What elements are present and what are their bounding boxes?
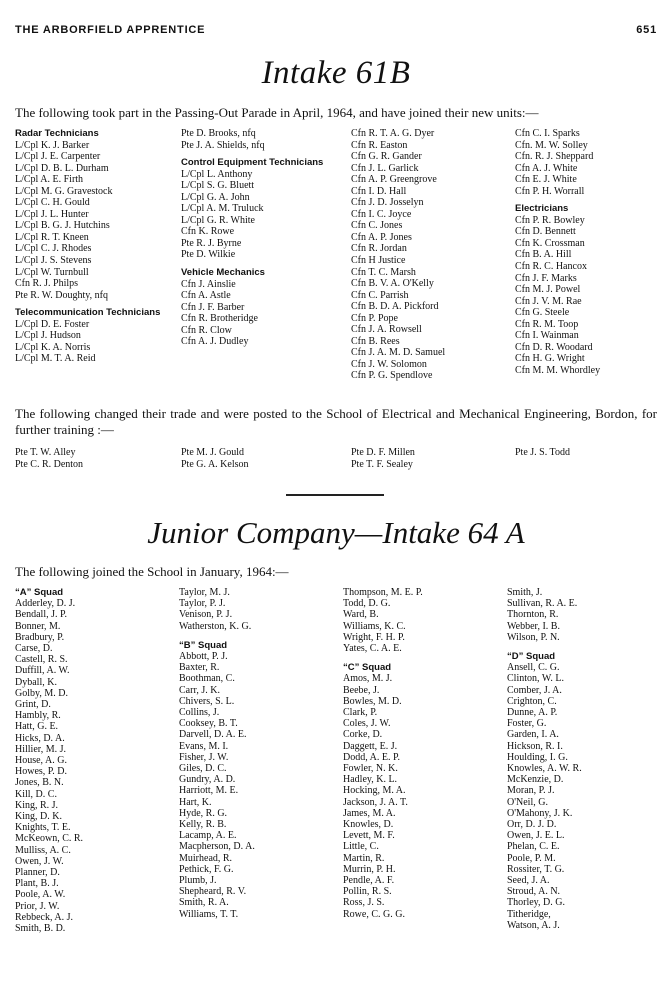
roster-entry: Cfn C. Jones xyxy=(351,220,403,232)
roster-entry: Ansell, C. G. xyxy=(507,662,560,674)
roster-column xyxy=(351,128,515,382)
roster-entry: Hambly, R. xyxy=(15,710,61,722)
roster-entry: Little, C. xyxy=(343,841,379,853)
roster-entry: Kelly, R. B. xyxy=(179,819,227,831)
junior-company-title: Junior Company—Intake 64 A xyxy=(147,515,525,550)
roster-entry: O'Neil, G. xyxy=(507,796,548,808)
roster-entry: Cfn R. Clow xyxy=(181,324,232,336)
roster-entry: Cfn J. A. M. D. Samuel xyxy=(351,347,446,359)
roster-entry: L/Cpl D. B. L. Durham xyxy=(15,162,109,174)
roster-entry: Pte R. J. Byrne xyxy=(181,237,242,249)
roster-entry: Venison, P. J. xyxy=(179,609,233,621)
roster-entry: Collins, J. xyxy=(179,707,220,719)
roster-entry: Daggett, E. J. xyxy=(343,740,398,752)
publication-title: THE ARBORFIELD APPRENTICE xyxy=(15,24,206,36)
transfer-column xyxy=(181,447,351,470)
roster-entry: Carse, D. xyxy=(15,643,53,655)
roster-entry: Cfn B. A. Hill xyxy=(515,249,572,261)
roster-entry: L/Cpl A. E. Firth xyxy=(15,174,84,186)
roster-entry: Adderley, D. J. xyxy=(15,598,76,610)
group-heading: “D” Squad xyxy=(507,651,556,663)
roster-entry: Cfn R. M. Toop xyxy=(515,318,579,330)
roster-entry: Darvell, D. A. E. xyxy=(179,729,247,741)
roster-entry: Abbott, P. J. xyxy=(179,651,228,663)
roster-entry: Cfn B. Rees xyxy=(351,335,400,347)
roster-entry: Gundry, A. D. xyxy=(179,774,236,786)
roster-entry: Murrin, P. H. xyxy=(343,863,396,875)
roster-entry: Cfn J. F. Marks xyxy=(515,272,577,284)
roster-entry: Cfn P. Pope xyxy=(351,312,398,324)
roster-entry: Bradbury, P. xyxy=(15,631,65,643)
junior-company-intro: The following joined the School in January, 1964:— xyxy=(15,564,289,579)
roster-entry: Pte J. A. Shields, nfq xyxy=(181,139,265,151)
roster-entry: Chivers, S. L. xyxy=(179,695,235,707)
roster-entry: Pollin, R. S. xyxy=(343,886,392,898)
roster-entry: Hatt, G. E. xyxy=(15,721,59,733)
roster-entry: Thompson, M. E. P. xyxy=(343,587,423,598)
transfer-column xyxy=(515,447,657,470)
roster-entry: Watson, A. J. xyxy=(507,919,560,931)
group-spacer xyxy=(179,632,343,640)
roster-entry: Cfn A. Astle xyxy=(181,290,231,302)
roster-entry: L/Cpl J. S. Stevens xyxy=(15,255,92,267)
roster-entry: Duffill, A. W. xyxy=(15,665,70,677)
roster-entry: Bonner, M. xyxy=(15,620,61,632)
roster-entry: Shepheard, R. V. xyxy=(179,886,247,898)
roster-entry: Cfn A. J. White xyxy=(515,162,578,174)
roster-entry: Cfn G. Steele xyxy=(515,307,570,319)
roster-entry: Orr, D. J. D. xyxy=(507,819,557,831)
roster-entry: Plant, B. J. xyxy=(15,878,59,890)
roster-entry: Hart, K. xyxy=(179,796,212,808)
roster-entry: Jackson, J. A. T. xyxy=(343,796,408,808)
roster-entry: Smith, J. xyxy=(507,587,543,598)
roster-column xyxy=(181,128,351,382)
roster-entry: Ward, B. xyxy=(343,609,379,621)
roster-entry: Pethick, F. G. xyxy=(179,863,234,875)
roster-entry: Cfn R. Jordan xyxy=(351,243,407,255)
roster-entry: L/Cpl R. T. Kneen xyxy=(15,231,89,243)
roster-entry: Grint, D. xyxy=(15,699,51,711)
roster-entry: Muirhead, R. xyxy=(179,852,233,864)
roster-entry: Cfn J. F. Barber xyxy=(181,301,245,313)
roster-entry: Dodd, A. E. P. xyxy=(343,751,400,763)
roster-entry: Cfn P. R. Bowley xyxy=(515,214,585,226)
roster-entry: Foster, G. xyxy=(507,718,547,730)
roster-entry: Thornton, R. xyxy=(507,609,559,621)
roster-entry: Cfn P. G. Spendlove xyxy=(351,370,433,382)
roster-entry: Cfn I. D. Hall xyxy=(351,185,407,197)
page-number: 651 xyxy=(636,24,657,36)
roster-entry: L/Cpl J. L. Hunter xyxy=(15,208,89,220)
roster-entry: Yates, C. A. E. xyxy=(343,643,402,655)
group-heading: Control Equipment Technicians xyxy=(181,157,324,169)
roster-column xyxy=(15,587,179,934)
roster-entry: L/Cpl D. E. Foster xyxy=(15,318,90,330)
roster-entry: Hocking, M. A. xyxy=(343,785,406,797)
roster-entry: Cfn P. H. Worrall xyxy=(515,185,585,197)
roster-entry: L/Cpl K. A. Norris xyxy=(15,341,91,353)
group-spacer xyxy=(507,643,657,651)
roster-entry: L/Cpl L. Anthony xyxy=(181,168,253,180)
transfer-text: The following changed their trade and were posted to the School of Electrical and Mechanical Engineering, Bordon, for further training :— xyxy=(15,406,657,437)
transfer-roster xyxy=(15,447,657,470)
roster-entry: Seed, J. A. xyxy=(507,875,550,887)
roster-entry: Golby, M. D. xyxy=(15,687,68,699)
roster-entry: Dunne, A. P. xyxy=(507,707,558,719)
group-heading: Radar Technicians xyxy=(15,128,99,139)
roster-entry: L/Cpl B. G. J. Hutchins xyxy=(15,220,110,232)
roster-entry: Cfn. R. J. Sheppard xyxy=(515,151,594,163)
roster-entry: Cfn A. J. Dudley xyxy=(181,336,249,348)
roster-entry: Cfn I. C. Joyce xyxy=(351,208,412,220)
roster-entry: Pte R. W. Doughty, nfq xyxy=(15,289,108,301)
roster-entry: Cfn J. A. Rowsell xyxy=(351,324,422,336)
roster-entry: L/Cpl J. Hudson xyxy=(15,330,81,342)
roster-entry: Taylor, M. J. xyxy=(179,587,230,598)
roster-entry: Fowler, N. K. xyxy=(343,763,398,775)
junior-company-roster xyxy=(15,587,657,934)
roster-entry: Crighton, C. xyxy=(507,695,557,707)
roster-entry: Carr, J. K. xyxy=(179,684,220,696)
roster-entry: Cfn R. C. Hancox xyxy=(515,261,587,273)
roster-entry: Clinton, W. L. xyxy=(507,673,564,685)
roster-entry: L/Cpl J. E. Carpenter xyxy=(15,151,101,163)
roster-entry: Dyball, K. xyxy=(15,676,57,688)
group-spacer xyxy=(343,654,507,662)
section-divider xyxy=(286,494,384,496)
roster-entry: Cfn H. G. Wright xyxy=(515,353,585,365)
transfer-entry: Pte T. F. Sealey xyxy=(351,458,413,470)
transfer-column xyxy=(15,447,181,470)
roster-entry: Kill, D. C. xyxy=(15,788,57,800)
roster-entry: Owen, J. W. xyxy=(15,855,64,867)
roster-entry: Cfn M. J. Powel xyxy=(515,284,581,296)
roster-entry: Thorley, D. G. xyxy=(507,897,565,909)
roster-entry: Smith, R. A. xyxy=(179,897,229,909)
roster-entry: Cfn R. Easton xyxy=(351,139,408,151)
intake-61b-roster xyxy=(15,128,657,382)
roster-entry: Houlding, I. G. xyxy=(507,751,568,763)
roster-entry: Ross, J. S. xyxy=(343,897,385,909)
roster-entry: Cfn H Justice xyxy=(351,255,406,267)
roster-entry: King, R. J. xyxy=(15,799,59,811)
roster-entry: King, D. K. xyxy=(15,811,62,823)
intake-61b-intro: The following took part in the Passing-Out Parade in April, 1964, and have joined their new units:— xyxy=(15,105,539,120)
roster-entry: Rowe, C. G. G. xyxy=(343,908,405,920)
roster-entry: Cfn A. P. Greengrove xyxy=(351,174,437,186)
roster-entry: Beebe, J. xyxy=(343,684,380,696)
roster-entry: Titheridge, xyxy=(507,908,551,920)
roster-entry: Plumb, J. xyxy=(179,875,217,887)
roster-entry: Knowles, D. xyxy=(343,819,394,831)
roster-entry: Cfn B. D. A. Pickford xyxy=(351,301,439,313)
roster-entry: Webber, I. B. xyxy=(507,620,560,632)
roster-entry: Hicks, D. A. xyxy=(15,732,65,744)
roster-entry: Lacamp, A. E. xyxy=(179,830,237,842)
roster-column xyxy=(179,587,343,934)
transfer-entry: Pte G. A. Kelson xyxy=(181,458,249,470)
roster-entry: Cfn G. R. Gander xyxy=(351,151,422,163)
roster-entry: L/Cpl A. M. Truluck xyxy=(181,203,264,215)
roster-entry: Bendall, J. P. xyxy=(15,609,67,621)
roster-entry: Taylor, P. J. xyxy=(179,598,226,610)
roster-entry: McKeown, C. R. xyxy=(15,833,84,845)
roster-entry: Poole, A. W. xyxy=(15,889,66,901)
intake-61b-title: Intake 61B xyxy=(261,55,411,91)
roster-entry: Cfn R. J. Philps xyxy=(15,278,79,290)
roster-entry: Comber, J. A. xyxy=(507,684,562,696)
roster-entry: Martin, R. xyxy=(343,852,385,864)
roster-entry: Cfn J. V. M. Rae xyxy=(515,295,582,307)
roster-column xyxy=(15,128,181,382)
roster-entry: L/Cpl G. R. White xyxy=(181,214,255,226)
roster-entry: Sullivan, R. A. E. xyxy=(507,598,578,610)
roster-entry: Cfn J. Ainslie xyxy=(181,278,236,290)
roster-entry: O'Mahony, J. K. xyxy=(507,807,573,819)
roster-entry: Hadley, K. L. xyxy=(343,774,398,786)
roster-entry: Cfn I. Wainman xyxy=(515,330,579,342)
roster-entry: Garden, I. A. xyxy=(507,729,559,741)
roster-column xyxy=(507,587,657,934)
group-heading: “A” Squad xyxy=(15,587,64,598)
roster-entry: Cfn M. M. Whordley xyxy=(515,364,601,376)
roster-entry: Coles, J. W. xyxy=(343,718,391,730)
roster-entry: Phelan, C. E. xyxy=(507,841,560,853)
group-heading: “B” Squad xyxy=(179,639,228,651)
transfer-entry: Pte T. W. Alley xyxy=(15,447,76,458)
roster-column xyxy=(515,128,657,382)
roster-entry: Jones, B. N. xyxy=(15,777,64,789)
roster-column xyxy=(343,587,507,934)
roster-entry: L/Cpl C. H. Gould xyxy=(15,197,90,209)
roster-entry: Hickson, R. I. xyxy=(507,740,563,752)
roster-entry: Clark, P. xyxy=(343,707,378,719)
roster-entry: Cfn A. P. Jones xyxy=(351,231,412,243)
group-heading: Electricians xyxy=(515,203,569,215)
roster-entry: Bowles, M. D. xyxy=(343,695,402,707)
roster-entry: James, M. A. xyxy=(343,807,396,819)
roster-entry: Cfn D. R. Woodard xyxy=(515,341,593,353)
roster-entry: Prior, J. W. xyxy=(15,900,60,912)
roster-entry: Corke, D. xyxy=(343,729,383,741)
roster-entry: Cfn R. T. A. G. Dyer xyxy=(351,128,435,139)
roster-entry: L/Cpl M. T. A. Reid xyxy=(15,353,96,365)
roster-entry: Wilson, P. N. xyxy=(507,631,560,643)
transfer-paragraph xyxy=(15,406,657,438)
transfer-column xyxy=(351,447,515,470)
roster-entry: Cfn C. I. Sparks xyxy=(515,128,580,139)
roster-entry: Pte D. Brooks, nfq xyxy=(181,128,256,139)
roster-entry: Cfn R. Brotheridge xyxy=(181,313,258,325)
roster-entry: Cfn C. Parrish xyxy=(351,289,409,301)
roster-entry: Moran, P. J. xyxy=(507,785,555,797)
group-heading: Telecommunication Technicians xyxy=(15,307,161,319)
roster-entry: Mulliss, A. C. xyxy=(15,844,71,856)
roster-entry: Cfn T. C. Marsh xyxy=(351,266,416,278)
roster-entry: Cfn. M. W. Solley xyxy=(515,139,588,151)
roster-entry: Cfn J. W. Solomon xyxy=(351,358,427,370)
roster-entry: Owen, J. E. L. xyxy=(507,830,565,842)
roster-entry: Poole, P. M. xyxy=(507,852,556,864)
transfer-entry: Pte J. S. Todd xyxy=(515,447,570,458)
roster-entry: Cooksey, B. T. xyxy=(179,718,238,730)
roster-entry: L/Cpl G. A. John xyxy=(181,191,250,203)
roster-entry: L/Cpl S. G. Bluett xyxy=(181,180,255,192)
roster-entry: Cfn K. Rowe xyxy=(181,226,235,238)
group-heading: Vehicle Mechanics xyxy=(181,267,265,279)
roster-entry: Boothman, C. xyxy=(179,673,235,685)
roster-entry: Baxter, R. xyxy=(179,662,220,674)
roster-entry: Pte D. Wilkie xyxy=(181,249,236,261)
roster-entry: L/Cpl M. G. Gravestock xyxy=(15,185,113,197)
roster-entry: Williams, T. T. xyxy=(179,908,239,920)
roster-entry: Hillier, M. J. xyxy=(15,743,66,755)
roster-entry: Giles, D. C. xyxy=(179,763,227,775)
roster-entry: Cfn J. L. Garlick xyxy=(351,162,419,174)
roster-entry: Watherston, K. G. xyxy=(179,620,252,632)
roster-entry: Knights, T. E. xyxy=(15,822,71,834)
roster-entry: Cfn E. J. White xyxy=(515,174,577,186)
group-heading: “C” Squad xyxy=(343,662,392,674)
roster-entry: Harriott, M. E. xyxy=(179,785,239,797)
roster-entry: Smith, B. D. xyxy=(15,923,66,935)
roster-entry: Levett, M. F. xyxy=(343,830,395,842)
roster-entry: Knowles, A. W. R. xyxy=(507,763,582,775)
roster-entry: Fisher, J. W. xyxy=(179,751,229,763)
roster-entry: Cfn J. D. Josselyn xyxy=(351,197,424,209)
roster-entry: Rebbeck, A. J. xyxy=(15,911,74,923)
roster-entry: L/Cpl C. J. Rhodes xyxy=(15,243,92,255)
roster-entry: Planner, D. xyxy=(15,867,60,879)
roster-entry: L/Cpl K. J. Barker xyxy=(15,139,90,151)
transfer-entry: Pte D. F. Millen xyxy=(351,447,415,458)
roster-entry: Hyde, R. G. xyxy=(179,807,228,819)
roster-entry: Cfn B. V. A. O'Kelly xyxy=(351,278,434,290)
roster-entry: Pendle, A. F. xyxy=(343,875,395,887)
roster-entry: Macpherson, D. A. xyxy=(179,841,255,853)
transfer-entry: Pte M. J. Gould xyxy=(181,447,245,458)
roster-entry: Evans, M. I. xyxy=(179,740,229,752)
roster-entry: Castell, R. S. xyxy=(15,654,68,666)
roster-entry: Howes, P. D. xyxy=(15,766,67,778)
transfer-entry: Pte C. R. Denton xyxy=(15,458,84,470)
roster-entry: Cfn D. Bennett xyxy=(515,226,576,238)
roster-entry: Amos, M. J. xyxy=(343,673,393,685)
roster-entry: Rossiter, T. G. xyxy=(507,863,565,875)
roster-entry: Wright, F. H. P. xyxy=(343,631,405,643)
roster-entry: Cfn K. Crossman xyxy=(515,237,585,249)
roster-entry: Williams, K. C. xyxy=(343,620,406,632)
roster-entry: Todd, D. G. xyxy=(343,598,391,610)
roster-entry: House, A. G. xyxy=(15,755,67,767)
roster-entry: McKenzie, D. xyxy=(507,774,564,786)
roster-entry: L/Cpl W. Turnbull xyxy=(15,266,89,278)
roster-entry: Stroud, A. N. xyxy=(507,886,561,898)
